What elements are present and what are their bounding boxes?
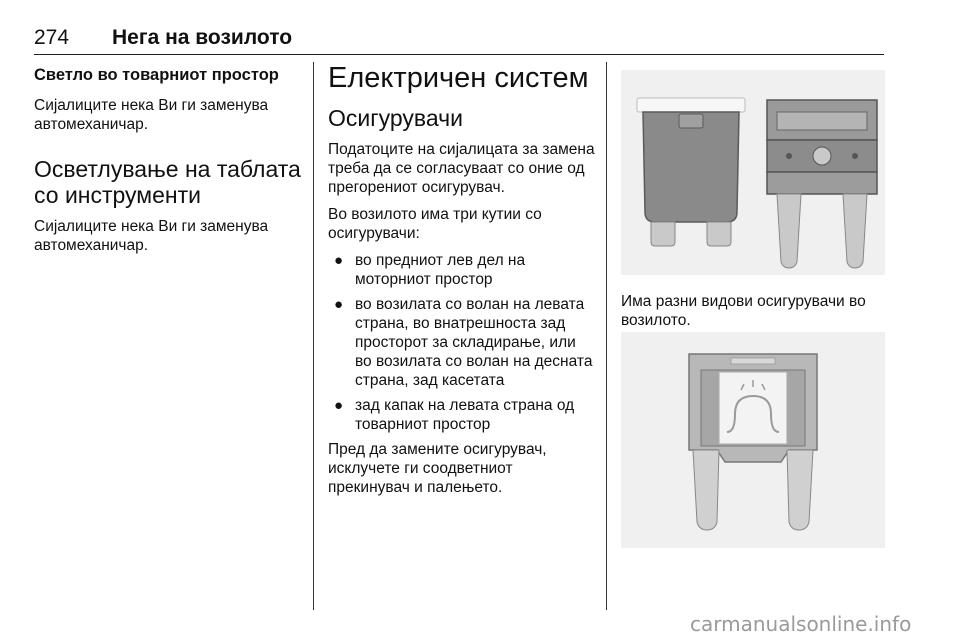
- chapter-title: Електричен систем: [328, 62, 589, 94]
- instrument-panel-text: Сијалиците нека Ви ги заменува автомеханичар.: [34, 217, 269, 254]
- page-header: [34, 24, 884, 55]
- mini-fuses-icon: [621, 70, 885, 275]
- column-1: [34, 62, 302, 263]
- fuses-paragraph-2: Во возилото има три кутии со осигурувачи:: [328, 205, 542, 242]
- figure-caption: Има разни видови осигурувачи во возилото.: [621, 293, 866, 329]
- page-number: 274: [34, 26, 70, 49]
- column-divider-2: [606, 62, 607, 610]
- list-item: ● зад капак на левата страна од товарниот простор: [334, 396, 575, 433]
- column-divider-1: [313, 62, 314, 610]
- list-item: ● во предниот лев дел на моторниот простор: [334, 251, 526, 288]
- bullet-icon: ●: [334, 295, 344, 313]
- section-title-instrument-panel: Осветлување на таблата со инструменти: [34, 155, 301, 209]
- section-title-cargo-light: Светло во товарниот простор: [34, 66, 279, 84]
- fuse-illustration-2: [621, 332, 885, 548]
- fuse-box-list: [328, 251, 596, 434]
- fuse-illustration-1: [621, 70, 885, 275]
- bullet-icon: ●: [334, 251, 344, 269]
- bullet-icon: ●: [334, 396, 344, 414]
- fuses-paragraph-3: Пред да замените осигурувач, исклучете ги соодветниот прекинувач и палењето.: [328, 440, 547, 496]
- running-title: Нега на возилото: [112, 26, 293, 49]
- list-item: ● во возилата со волан на левата страна, во внатрешноста зад просторот за складирање, или во возилата со волан на десната страна, зад касетата: [334, 295, 593, 389]
- fuses-paragraph-1: Податоците на сијалицата за замена треба да се согласуваат со оние од прегорениот осигурувач.: [328, 140, 595, 196]
- maxi-fuse-icon: [621, 332, 885, 548]
- cargo-light-text: Сијалиците нека Ви ги заменува автомеханичар.: [34, 96, 269, 133]
- watermark: carmanualsonline.info: [690, 612, 912, 636]
- column-2: [328, 62, 596, 505]
- section-title-fuses: Осигурувачи: [328, 105, 463, 132]
